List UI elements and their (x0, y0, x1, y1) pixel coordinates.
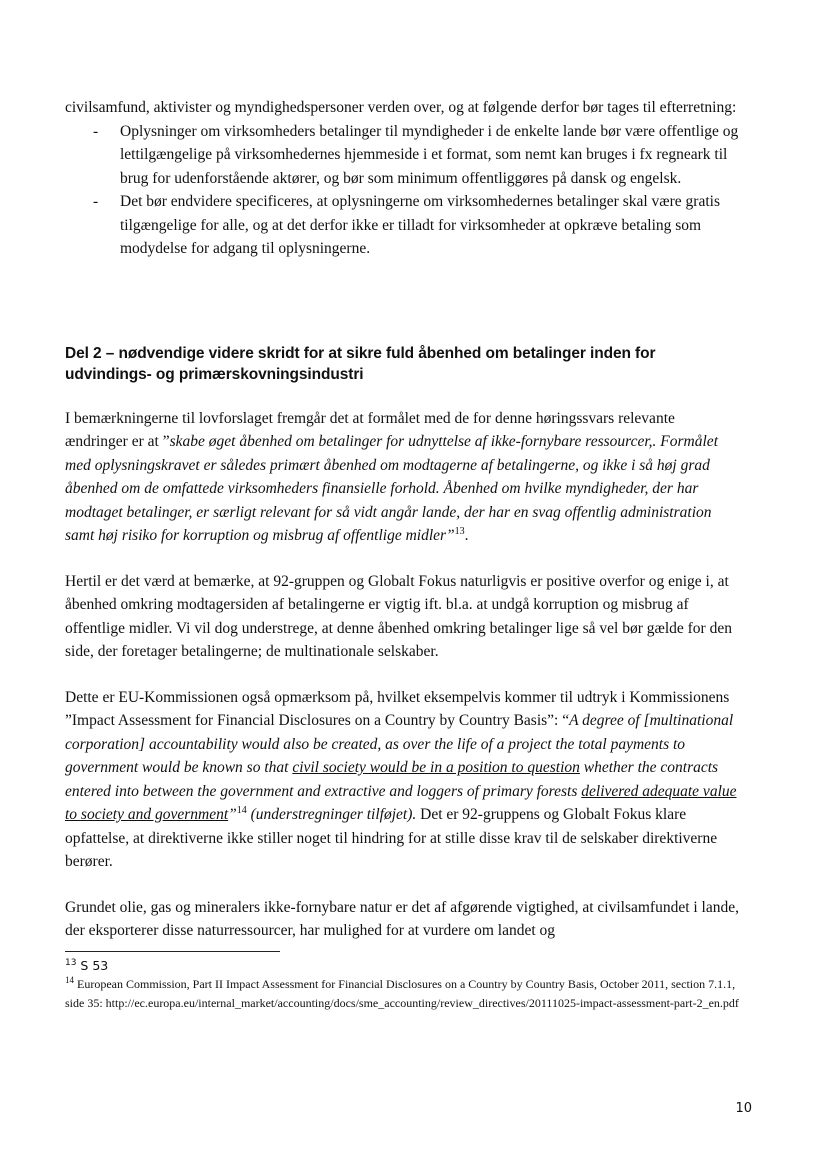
section-heading: Del 2 – nødvendige videre skridt for at sikre fuld åbenhed om betalinger inden for udvindings- og primærskovningsindustri (65, 344, 656, 383)
list-item (65, 120, 741, 191)
paragraph-resources: Grundet olie, gas og mineralers ikke-fornybare natur er det af afgørende vigtighed, at civilsamfundet i lande, der eksporterer disse naturressourcer, har mulighed for at vurdere om landet og (65, 898, 740, 939)
document-page (65, 96, 741, 1013)
footnote (65, 975, 741, 1013)
list-item-text: Oplysninger om virksomheders betalinger til myndigheder i de enkelte lande bør være offentlige og lettilgængelige på virksomhedernes hjemmeside i et format, som nemt kan bruges i fx regneark til brug for udenforstående aktører, og bør som minimum offentliggøres på dansk og engelsk. (120, 122, 739, 187)
footnote-number: 14 (65, 974, 74, 985)
paragraph-remark: Hertil er det værd at bemærke, at 92-gruppen og Globalt Fokus naturligvis er positive overfor og enige i, at åbenhed omkring modtagersiden af betalingerne er vigtig ift. bl.a. at undgå korruption og misbrug af offentlige midler. Vi vil dog understrege, at denne åbenhed omkring betalinger lige så vel bør gælde for den side, der foretager betalingerne; de multinationale selskaber. (65, 572, 732, 660)
paragraph-intent (65, 407, 741, 548)
underline-note: (understregninger tilføjet). (246, 806, 417, 823)
paragraph-commission (65, 686, 741, 874)
list-item (65, 190, 741, 261)
dash-bullet: - (93, 193, 99, 210)
footnote-text: European Commission, Part II Impact Assessment for Financial Disclosures on a Country by Country Basis, October 2011, section 7.1.1, side 35: http://ec.europa.eu/internal_market/accounting/docs/sme_accounting/review_directives/20111025-impact-assessment-part-2_en.pdf (65, 976, 739, 1010)
italic-quote: skabe øget åbenhed om betalinger for udnyttelse af ikke-fornybare ressourcer,. Formålet med oplysningskravet er således primært åbenhed om modtagerne af betalingerne, og ikke i så høj grad åbenhed om de omfattede virksomheders finansielle forhold. Åbenhed om hvilke myndigheder, der har modtaget betalinger, er særligt relevant for så vidt angår lande, der har en svag offentlig administration samt høj risiko for korruption og misbrug af offentlige midler (65, 433, 718, 544)
paragraph-end: . (464, 527, 469, 544)
paragraph-lead: Dette er EU-Kommissionen også opmærksom på, hvilket eksempelvis kommer til udtryk i Kommissionens ”Impact Assessment for Financial Disclosures on a Country by Country Basis”: “ (65, 688, 730, 729)
paragraph-tail: Det er 92-gruppens og Globalt Fokus klare opfattelse, at direktiverne ikke stiller noget til hindring for at stille disse krav til de selskaber direktiverne berører. (65, 806, 718, 870)
dash-bullet: - (93, 122, 99, 140)
quote-close: ” (228, 806, 237, 823)
requirements-list (65, 120, 741, 261)
footnote-separator (65, 951, 280, 952)
paragraph-text: I bemærkningerne til lovforslaget fremgår det at formålet med de for denne høringssvars relevante ændringer er at ” (65, 409, 675, 450)
footnote-ref: 13 (454, 525, 465, 537)
page-number: 10 (735, 1101, 752, 1116)
italic-quote: whether the contracts entered into between the government and extractive and loggers of primary forests (65, 759, 719, 800)
intro-paragraph: civilsamfund, aktivister og myndighedspersoner verden over, og at følgende derfor bør tages til efterretning: (65, 99, 737, 116)
footnote-ref: 14 (236, 804, 247, 816)
footnote (65, 956, 741, 975)
quote-close: ” (446, 527, 455, 544)
underlined-quote: civil society would be in a position to question (292, 759, 580, 776)
italic-quote: A degree of [multinational corporation] accountability would also be created, as over the life of a project the total payments to government would be known so that (65, 712, 734, 776)
footnote-number: 13 (65, 957, 77, 968)
list-item-text: Det bør endvidere specificeres, at oplysningerne om virksomhedernes betalinger skal være gratis tilgængelige for alle, og at det derfor ikke er tilladt for virksomheder at opkræve betaling som modydelse for adgang til oplysningerne. (120, 193, 720, 257)
underlined-quote: delivered adequate value to society and government (65, 782, 737, 823)
footnote-text: S 53 (76, 957, 109, 973)
